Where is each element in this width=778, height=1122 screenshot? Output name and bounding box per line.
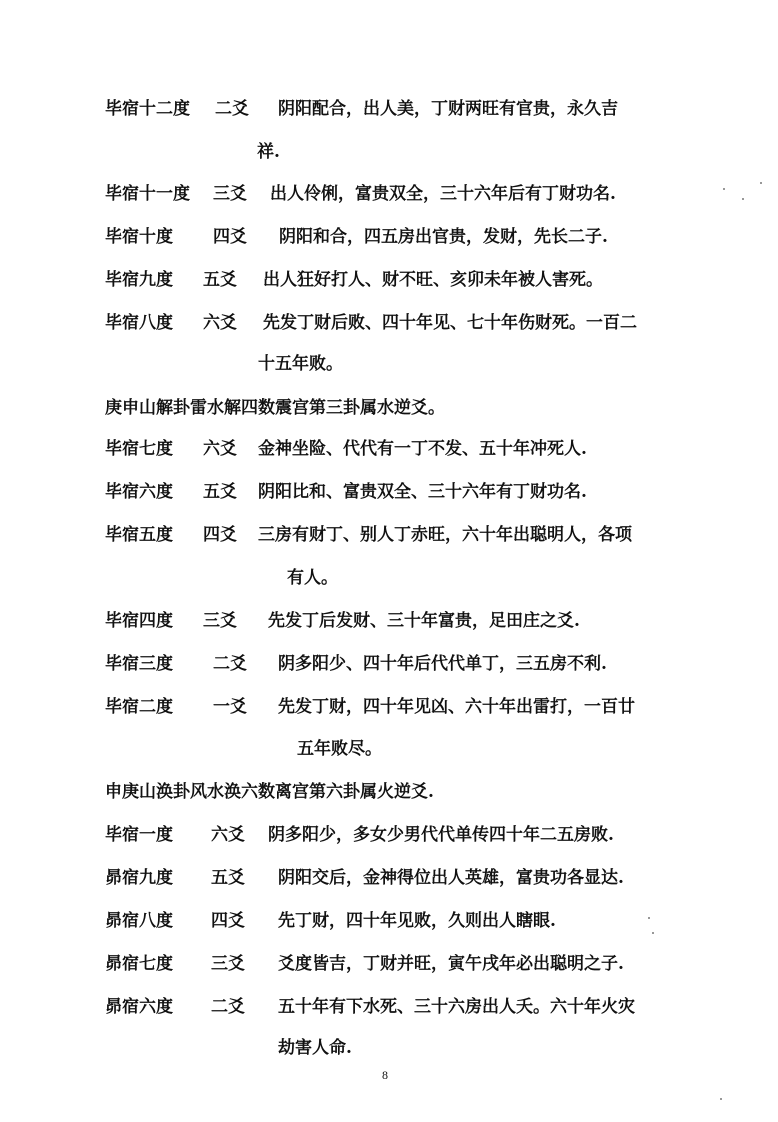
section-heading: 申庚山涣卦风水涣六数离宫第六卦属火逆爻.: [105, 782, 434, 802]
mansion-degree: 昴宿九度: [105, 868, 173, 888]
entry-continuation: 劫害人命.: [278, 1038, 352, 1058]
mansion-degree: 毕宿四度: [105, 611, 173, 631]
mansion-degree: 昴宿八度: [105, 911, 173, 931]
entry-text: 爻度皆吉，丁财并旺，寅午戌年必出聪明之子.: [278, 954, 624, 974]
scan-speck: [742, 198, 744, 200]
mansion-degree: 毕宿十度: [105, 227, 173, 247]
scan-speck: [648, 917, 650, 919]
yao-label: 四爻: [213, 227, 247, 247]
mansion-degree: 毕宿八度: [105, 313, 173, 333]
scan-speck: [652, 932, 654, 934]
yao-label: 四爻: [203, 525, 237, 545]
section-heading: 庚申山解卦雷水解四数震宫第三卦属水逆爻。: [105, 398, 445, 418]
scan-speck: [723, 188, 725, 190]
mansion-degree: 毕宿十二度: [105, 99, 190, 119]
yao-label: 六爻: [211, 825, 245, 845]
entry-text: 出人伶俐，富贵双全，三十六年后有丁财功名.: [270, 184, 616, 204]
entry-continuation: 有人。: [287, 568, 338, 588]
entry-text: 阴多阳少、四十年后代代单丁，三五房不利.: [278, 654, 607, 674]
entry-text: 金神坐险、代代有一丁不发、五十年冲死人.: [258, 439, 587, 459]
yao-label: 六爻: [203, 313, 237, 333]
yao-label: 五爻: [211, 868, 245, 888]
mansion-degree: 毕宿三度: [105, 654, 173, 674]
entry-text: 先发丁财后败、四十年见、七十年伤财死。一百二: [263, 313, 637, 333]
mansion-degree: 毕宿六度: [105, 482, 173, 502]
entry-text: 先丁财，四十年见败，久则出人瞎眼.: [278, 911, 556, 931]
mansion-degree: 昴宿六度: [105, 997, 173, 1017]
entry-text: 阴阳配合，出人美，丁财两旺有官贵，永久吉: [278, 99, 618, 119]
yao-label: 二爻: [211, 997, 245, 1017]
yao-label: 二爻: [215, 99, 249, 119]
scan-speck: [720, 1098, 722, 1100]
page-number: 8: [382, 1068, 388, 1082]
entry-text: 阴阳和合，四五房出官贵，发财，先长二子.: [279, 227, 608, 247]
yao-label: 四爻: [211, 911, 245, 931]
entry-text: 先发丁财，四十年见凶、六十年出雷打，一百廿: [278, 697, 635, 717]
entry-continuation: 祥.: [257, 142, 280, 162]
yao-label: 三爻: [213, 184, 247, 204]
yao-label: 五爻: [203, 482, 237, 502]
mansion-degree: 毕宿七度: [105, 439, 173, 459]
yao-label: 三爻: [211, 954, 245, 974]
entry-continuation: 十五年败。: [258, 354, 343, 374]
entry-text: 三房有财丁、别人丁赤旺，六十年出聪明人，各项: [258, 525, 632, 545]
mansion-degree: 毕宿五度: [105, 525, 173, 545]
yao-label: 一爻: [213, 697, 247, 717]
mansion-degree: 毕宿二度: [105, 697, 173, 717]
scan-speck: [760, 182, 762, 184]
mansion-degree: 毕宿十一度: [105, 184, 190, 204]
mansion-degree: 昴宿七度: [105, 954, 173, 974]
entry-continuation: 五年败尽。: [297, 739, 382, 759]
entry-text: 出人狂好打人、财不旺、亥卯未年被人害死。: [263, 270, 603, 290]
yao-label: 六爻: [203, 439, 237, 459]
mansion-degree: 毕宿一度: [105, 825, 173, 845]
entry-text: 阴阳比和、富贵双全、三十六年有丁财功名.: [258, 482, 587, 502]
yao-label: 五爻: [203, 270, 237, 290]
entry-text: 阴阳交后，金神得位出人英雄，富贵功各显达.: [278, 868, 624, 888]
yao-label: 三爻: [203, 611, 237, 631]
yao-label: 二爻: [213, 654, 247, 674]
mansion-degree: 毕宿九度: [105, 270, 173, 290]
entry-text: 阴多阳少，多女少男代代单传四十年二五房败.: [268, 825, 614, 845]
entry-text: 先发丁后发财、三十年富贵，足田庄之爻.: [268, 611, 580, 631]
entry-text: 五十年有下水死、三十六房出人夭。六十年火灾: [278, 997, 635, 1017]
